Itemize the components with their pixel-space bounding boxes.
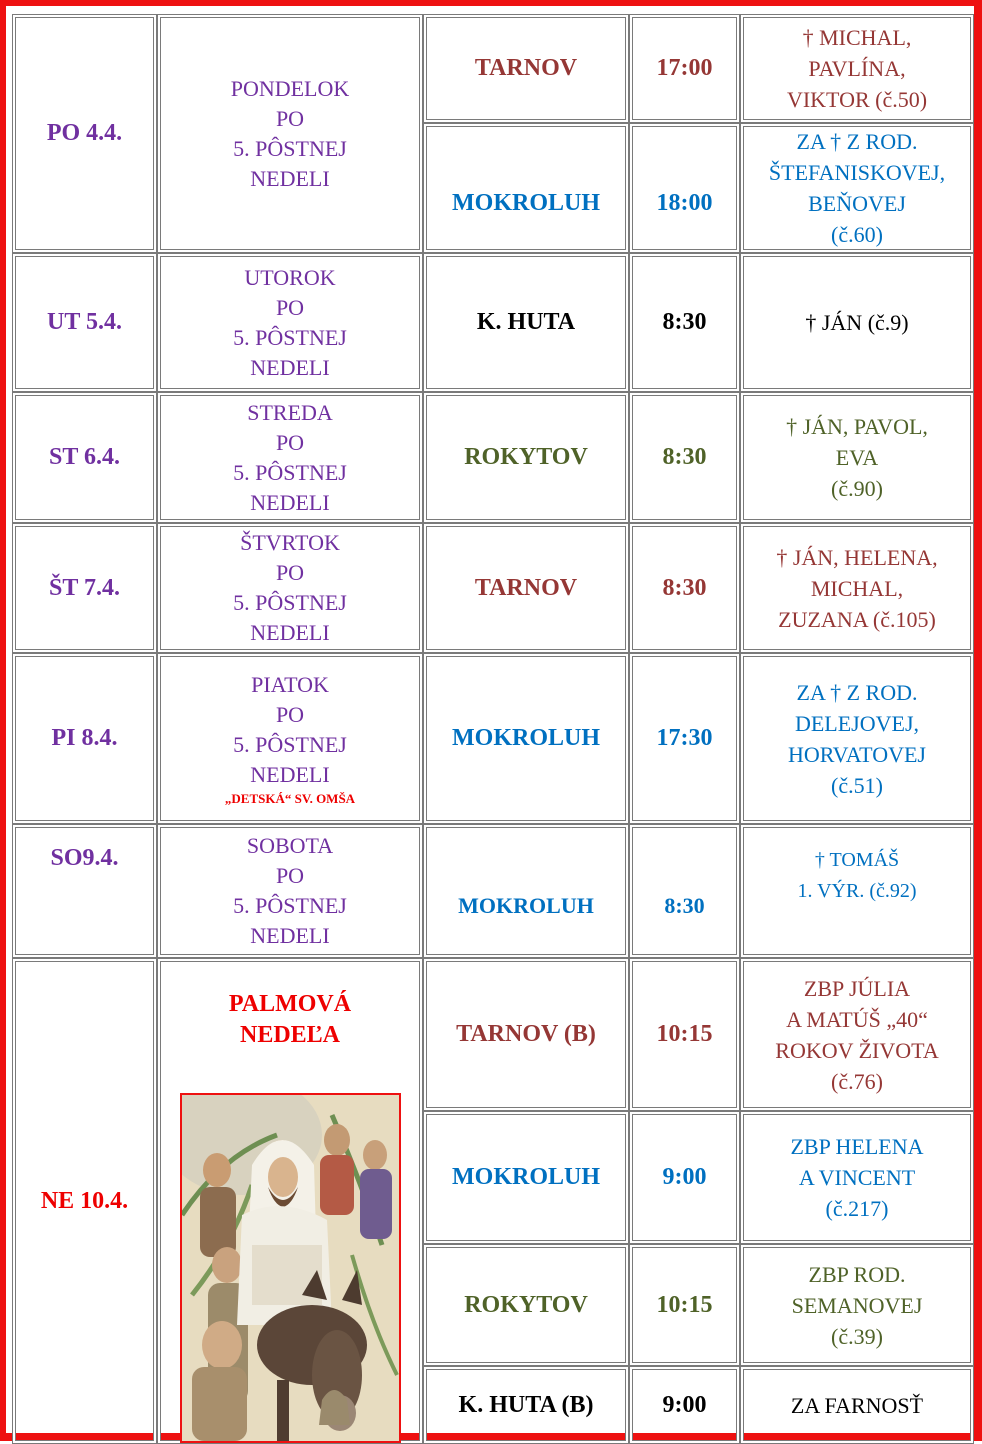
desc-line: PO <box>275 701 305 727</box>
intention-line: (č.217) <box>825 1196 889 1221</box>
intention-cell <box>740 14 974 123</box>
intention-cell <box>740 1244 974 1367</box>
time-cell: 17:30 <box>629 653 740 824</box>
intention-line: † JÁN, PAVOL, <box>786 414 928 439</box>
intention-line: (č.39) <box>831 1323 883 1349</box>
desc-line: ŠTVRTOK <box>240 530 340 555</box>
desc-line: SOBOTA <box>246 833 334 858</box>
desc-line: PONDELOK <box>230 75 350 101</box>
table-row <box>12 958 974 1111</box>
intention-line: ZBP JÚLIA <box>803 975 911 1001</box>
childrens-mass-note: „DETSKÁ“ SV. OMŠA <box>224 790 356 806</box>
day-cell: ŠT 7.4. <box>12 523 157 653</box>
time-cell: 8:30 <box>629 253 740 392</box>
table-row <box>12 653 974 824</box>
day-description <box>157 653 423 824</box>
intention-cell <box>740 123 974 253</box>
desc-line: 5. PÔSTNEJ <box>233 324 347 350</box>
intention-line: ROKOV ŽIVOTA <box>775 1037 939 1063</box>
intention-line: EVA <box>835 445 879 470</box>
palm-sunday-cell <box>157 958 423 1444</box>
day-description <box>157 14 423 253</box>
table-row <box>12 253 974 392</box>
intention-line: ZUZANA (č.105) <box>778 606 936 632</box>
place-cell: ROKYTOV <box>423 392 629 523</box>
desc-line: NEDELI <box>250 354 330 380</box>
place-cell: TARNOV <box>423 14 629 123</box>
day-description <box>157 392 423 523</box>
desc-line: NEDELI <box>250 761 330 787</box>
intention-cell <box>740 392 974 523</box>
intention-line: HORVATOVEJ <box>787 741 926 767</box>
day-cell: ST 6.4. <box>12 392 157 523</box>
desc-line: STREDA <box>247 399 333 425</box>
time-cell: 10:15 <box>629 958 740 1111</box>
table-row <box>12 824 974 958</box>
desc-line: PO <box>275 560 305 585</box>
intention-cell <box>740 253 974 392</box>
intention-cell <box>740 1366 974 1444</box>
time-cell: 8:30 <box>629 824 740 958</box>
intention-line: PAVLÍNA, <box>808 56 906 81</box>
time-cell: 8:30 <box>629 392 740 523</box>
intention-line: (č.76) <box>831 1068 883 1094</box>
intention-line: † JÁN (č.9) <box>805 310 909 335</box>
place-cell: MOKROLUH <box>423 653 629 824</box>
day-cell: PI 8.4. <box>12 653 157 824</box>
day-cell: UT 5.4. <box>12 253 157 392</box>
desc-line: NEDELI <box>250 165 330 191</box>
desc-line: NEDELI <box>250 620 330 645</box>
time-cell: 8:30 <box>629 523 740 653</box>
day-description <box>157 523 423 653</box>
desc-line: 5. PÔSTNEJ <box>233 590 347 615</box>
time-cell: 18:00 <box>629 123 740 253</box>
intention-line: (č.90) <box>831 476 883 501</box>
desc-line: 5. PÔSTNEJ <box>233 893 347 918</box>
intention-line: † TOMÁŠ <box>814 849 900 871</box>
desc-line: PO <box>275 429 305 455</box>
place-cell: K. HUTA <box>423 253 629 392</box>
intention-line: ZA † Z ROD. <box>796 679 918 705</box>
desc-line: PO <box>275 863 305 888</box>
day-description <box>157 253 423 392</box>
intention-line: ŠTEFANISKOVEJ, <box>768 160 946 185</box>
desc-line: UTOROK <box>244 264 336 290</box>
intention-line: A MATÚŠ „40“ <box>786 1006 928 1032</box>
palm-sunday-title: PALMOVÁ <box>228 991 352 1017</box>
intention-line: MICHAL, <box>810 575 904 601</box>
day-cell: PO 4.4. <box>12 14 157 253</box>
intention-cell <box>740 653 974 824</box>
desc-line: 5. PÔSTNEJ <box>233 459 347 485</box>
desc-line: PO <box>275 105 305 131</box>
intention-line: ZBP HELENA <box>790 1134 924 1159</box>
intention-line: DELEJOVEJ, <box>794 710 920 736</box>
table-row <box>12 14 974 123</box>
desc-line: 5. PÔSTNEJ <box>233 135 347 161</box>
place-cell: MOKROLUH <box>423 123 629 253</box>
intention-line: 1. VÝR. (č.92) <box>797 880 917 902</box>
time-cell: 9:00 <box>629 1111 740 1244</box>
place-cell: MOKROLUH <box>423 1111 629 1244</box>
place-cell: ROKYTOV <box>423 1244 629 1367</box>
table-row <box>12 523 974 653</box>
intention-line: ZA FARNOSŤ <box>790 1392 924 1418</box>
intention-line: ZBP ROD. <box>808 1261 906 1287</box>
time-cell: 10:15 <box>629 1244 740 1367</box>
place-cell: TARNOV <box>423 523 629 653</box>
intention-line: † JÁN, HELENA, <box>776 544 938 570</box>
place-cell: K. HUTA (B) <box>423 1366 629 1444</box>
intention-line: ZA † Z ROD. <box>796 129 918 154</box>
day-cell: NE 10.4. <box>12 958 157 1444</box>
mass-schedule-table <box>12 14 974 1444</box>
place-cell: TARNOV (B) <box>423 958 629 1111</box>
desc-line: PO <box>275 294 305 320</box>
intention-line: VIKTOR (č.50) <box>786 87 928 112</box>
intention-cell <box>740 523 974 653</box>
intention-line: (č.60) <box>831 222 883 247</box>
time-cell: 9:00 <box>629 1366 740 1444</box>
intention-line: † MICHAL, <box>802 25 912 50</box>
intention-line: A VINCENT <box>798 1165 916 1190</box>
intention-line: SEMANOVEJ <box>791 1292 923 1318</box>
intention-cell <box>740 1111 974 1244</box>
desc-line: 5. PÔSTNEJ <box>233 731 347 757</box>
intention-line: BEŇOVEJ <box>808 191 906 216</box>
place-cell: MOKROLUH <box>423 824 629 958</box>
intention-line: (č.51) <box>831 772 883 798</box>
desc-line: PIATOK <box>251 671 329 697</box>
intention-cell <box>740 958 974 1111</box>
table-row <box>12 392 974 523</box>
intention-cell <box>740 824 974 958</box>
day-description <box>157 824 423 958</box>
palm-sunday-illustration <box>180 1093 401 1443</box>
desc-line: NEDELI <box>250 923 330 948</box>
palm-sunday-title: NEDEĽA <box>239 1022 341 1048</box>
desc-line: NEDELI <box>250 489 330 515</box>
day-cell: SO9.4. <box>12 824 157 958</box>
time-cell: 17:00 <box>629 14 740 123</box>
